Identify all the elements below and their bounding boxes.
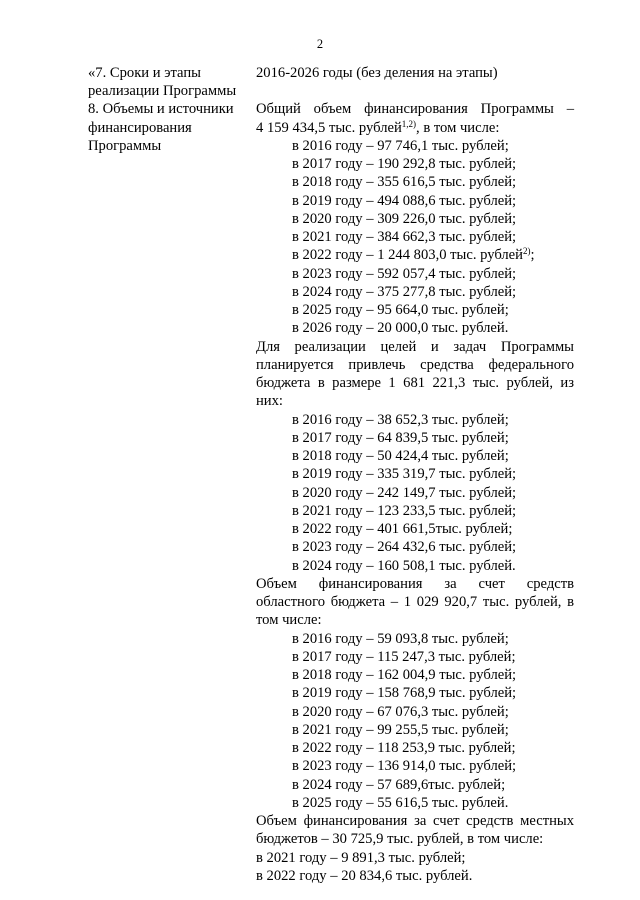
total-year-item: в 2018 году – 355 616,5 тыс. рублей; (292, 174, 517, 191)
total-year-item: в 2023 году – 592 057,4 тыс. рублей; (292, 265, 517, 282)
total-financing-line-2 (256, 119, 574, 137)
section-8-label-line-2: финансирования (88, 119, 192, 136)
total-by-year-list (256, 137, 574, 338)
federal-year-item: в 2018 году – 50 424,4 тыс. рублей; (292, 448, 509, 464)
regional-year-item: в 2020 году – 67 076,3 тыс. рублей; (292, 703, 509, 720)
passport-values-column (256, 64, 574, 885)
total-year-item: в 2026 году – 20 000,0 тыс. рублей. (292, 320, 509, 337)
section-7-label-line-2: реализации Программы (88, 83, 237, 100)
federal-year-item: в 2016 году – 38 652,3 тыс. рублей; (292, 411, 509, 428)
passport-labels-column (88, 64, 248, 155)
federal-by-year-list (256, 411, 574, 575)
total-year-item: в 2017 году – 190 292,8 тыс. рублей; (292, 156, 517, 172)
regional-by-year-list (256, 630, 574, 813)
regional-year-item: в 2024 году – 57 689,6тыс. рублей; (292, 776, 506, 793)
federal-line-4: них: (256, 393, 283, 410)
regional-year-item: в 2023 году – 136 914,0 тыс. рублей; (292, 758, 517, 775)
federal-line-3: бюджета в размере 1 681 221,3 тыс. рублей, из (256, 375, 574, 391)
regional-year-item: в 2025 году – 55 616,5 тыс. рублей. (292, 794, 509, 811)
federal-line-1: Для реализации целей и задач Программы (256, 338, 574, 355)
federal-line-2: планируется привлечь средства федерального (256, 356, 574, 373)
federal-year-item: в 2024 году – 160 508,1 тыс. рублей. (292, 557, 516, 574)
local-year-item: в 2021 году – 9 891,3 тыс. рублей; (256, 849, 466, 866)
total-year-item: в 2025 году – 95 664,0 тыс. рублей; (292, 302, 509, 318)
federal-year-item: в 2023 году – 264 432,6 тыс. рублей; (292, 539, 517, 556)
section-8-label-line-3: Программы (88, 137, 162, 154)
regional-line-1: Объем финансирования за счет средств (256, 575, 574, 592)
total-year-item: в 2024 году – 375 277,8 тыс. рублей; (292, 283, 517, 300)
local-by-year-list (256, 849, 574, 886)
federal-year-item: в 2021 году – 123 233,5 тыс. рублей; (292, 502, 517, 519)
total-year-item: в 2019 году – 494 088,6 тыс. рублей; (292, 192, 517, 209)
total-amount: 4 159 434,5 тыс. рублей (256, 119, 402, 136)
section-7-label-line-1: «7. Сроки и этапы (88, 65, 201, 81)
federal-year-item: в 2017 году – 64 839,5 тыс. рублей; (292, 429, 509, 446)
total-year-item: в 2021 году – 384 662,3 тыс. рублей; (292, 229, 517, 245)
local-line-1: Объем финансирования за счет средств местных (256, 813, 574, 829)
total-year-item: в 2022 году – 1 244 803,0 тыс. рублей$^{2)}$; (292, 246, 535, 264)
total-year-item: в 2020 году – 309 226,0 тыс. рублей; (292, 210, 517, 227)
total-year-item: в 2016 году – 97 746,1 тыс. рублей; (292, 137, 509, 154)
federal-year-item: в 2019 году – 335 319,7 тыс. рублей; (292, 466, 517, 483)
total-financing-line-1: Общий объем финансирования Программы – (256, 101, 574, 118)
federal-year-item: в 2022 году – 401 661,5тыс. рублей; (292, 521, 513, 537)
footnote-marker: 2) (522, 246, 531, 257)
program-terms: 2016-2026 годы (без деления на этапы) (256, 65, 498, 81)
regional-year-item: в 2018 году – 162 004,9 тыс. рублей; (292, 667, 517, 683)
page-number: 2 (316, 37, 324, 51)
section-8-label-line-1: 8. Объемы и источники (88, 101, 234, 118)
total-suffix: , в том числе: (416, 119, 500, 136)
federal-year-item: в 2020 году – 242 149,7 тыс. рублей; (292, 484, 517, 501)
local-line-2: бюджетов – 30 725,9 тыс. рублей, в том числе: (256, 831, 544, 848)
regional-year-item: в 2016 году – 59 093,8 тыс. рублей; (292, 630, 509, 647)
regional-year-item: в 2022 году – 118 253,9 тыс. рублей; (292, 740, 516, 756)
local-year-item: в 2022 году – 20 834,6 тыс. рублей. (256, 867, 473, 884)
regional-year-item: в 2021 году – 99 255,5 тыс. рублей; (292, 721, 509, 738)
regional-year-item: в 2019 году – 158 768,9 тыс. рублей; (292, 685, 517, 702)
regional-year-item: в 2017 году – 115 247,3 тыс. рублей; (292, 648, 516, 665)
regional-line-2: областного бюджета – 1 029 920,7 тыс. рублей, в (256, 594, 574, 610)
regional-line-3: том числе: (256, 612, 322, 629)
total-footnote-marker: 1,2) (401, 118, 417, 129)
